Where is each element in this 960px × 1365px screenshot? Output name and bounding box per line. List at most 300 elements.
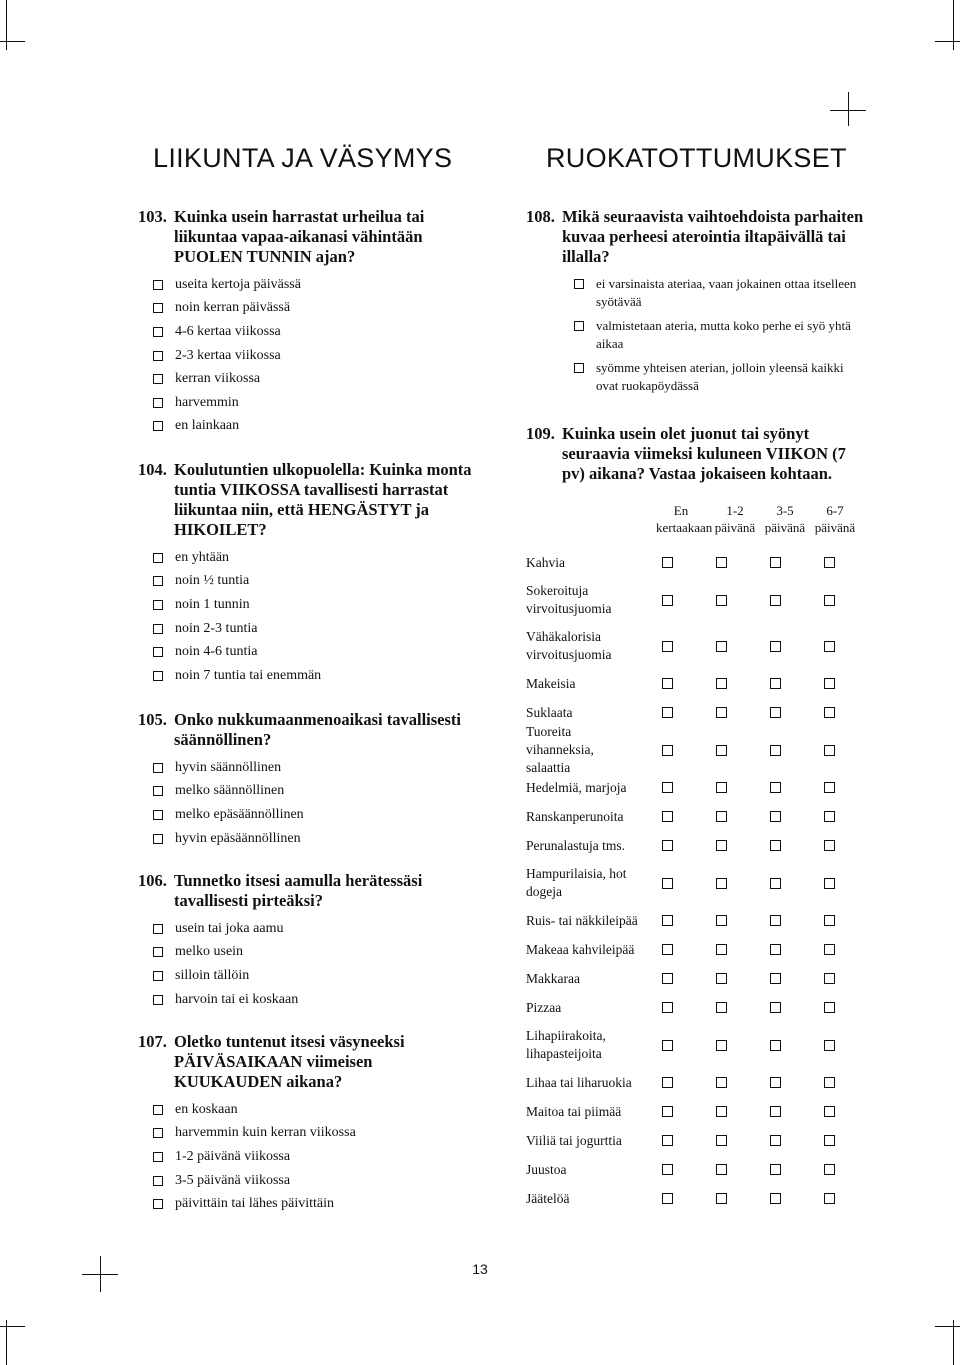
option[interactable]: silloin tällöin	[153, 964, 483, 988]
checkbox-icon[interactable]	[824, 707, 835, 718]
column-header: En kertaakaan	[656, 503, 713, 535]
checkbox-icon[interactable]	[824, 840, 835, 851]
checkbox-icon[interactable]	[770, 1040, 781, 1051]
crop-mark	[0, 1326, 25, 1327]
checkbox-icon[interactable]	[662, 678, 673, 689]
grid-rows	[526, 548, 856, 1213]
grid-cell[interactable]	[640, 878, 694, 889]
question-109	[526, 424, 871, 484]
grid-cell[interactable]	[748, 973, 802, 984]
checkbox-icon[interactable]	[153, 327, 163, 337]
checkbox-icon[interactable]	[153, 947, 163, 957]
checkbox-icon[interactable]	[716, 745, 727, 756]
frequency-grid	[526, 502, 856, 1213]
checkbox-icon[interactable]	[770, 557, 781, 568]
grid-cell[interactable]	[748, 1193, 802, 1204]
grid-cell[interactable]	[694, 944, 748, 955]
question-label: Koulutuntien ulkopuolella: Kuinka monta tuntia VIIKOSSA tavallisesti harrastat liikuntaa niin, että HENGÄSTYT ja HIKOILET?	[174, 460, 472, 539]
table-row	[526, 1097, 856, 1126]
grid-cell[interactable]	[802, 678, 856, 689]
option[interactable]: kerran viikossa	[153, 367, 483, 391]
option[interactable]: hyvin epäsäännöllinen	[153, 827, 483, 851]
checkbox-icon[interactable]	[153, 810, 163, 820]
crop-mark	[935, 1326, 960, 1327]
checkbox-icon[interactable]	[770, 782, 781, 793]
food-item-label: Hedelmiä, marjoja	[526, 779, 627, 795]
grid-cell[interactable]	[694, 745, 748, 756]
grid-cell[interactable]	[802, 1106, 856, 1117]
checkbox-icon[interactable]	[716, 707, 727, 718]
grid-cell[interactable]	[802, 840, 856, 851]
checkbox-icon[interactable]	[662, 745, 673, 756]
table-row	[526, 577, 856, 623]
crop-mark	[6, 0, 7, 50]
checkbox-icon[interactable]	[662, 1164, 673, 1175]
checkbox-icon[interactable]	[662, 1193, 673, 1204]
checkbox-icon[interactable]	[153, 924, 163, 934]
checkbox-icon[interactable]	[574, 363, 584, 373]
checkbox-icon[interactable]	[153, 624, 163, 634]
checkbox-icon[interactable]	[153, 786, 163, 796]
question-107	[138, 1032, 483, 1216]
grid-cell[interactable]	[802, 878, 856, 889]
grid-cell[interactable]	[694, 1135, 748, 1146]
page-number: 13	[472, 1261, 488, 1277]
grid-cell[interactable]	[694, 1040, 748, 1051]
checkbox-icon[interactable]	[716, 641, 727, 652]
checkbox-icon[interactable]	[153, 1105, 163, 1115]
grid-cell[interactable]	[802, 1164, 856, 1175]
food-item-label: Ruis- tai näkkileipää	[526, 912, 638, 928]
grid-cell[interactable]	[640, 595, 694, 606]
grid-cell[interactable]	[802, 811, 856, 822]
grid-cell[interactable]	[802, 1040, 856, 1051]
checkbox-icon[interactable]	[153, 834, 163, 844]
option[interactable]: ei varsinaista ateriaa, vaan jokainen ottaa itselleen syötävää	[574, 275, 871, 311]
question-text	[138, 460, 483, 540]
grid-cell[interactable]	[640, 840, 694, 851]
checkbox-icon[interactable]	[770, 1135, 781, 1146]
grid-cell[interactable]	[640, 1077, 694, 1088]
checkbox-icon[interactable]	[153, 374, 163, 384]
option[interactable]: melko säännöllinen	[153, 780, 483, 804]
option[interactable]: noin kerran päivässä	[153, 297, 483, 321]
grid-cell[interactable]	[694, 678, 748, 689]
checkbox-icon[interactable]	[153, 647, 163, 657]
food-item-label: Vähäkalorisia virvoitusjuomia	[526, 629, 612, 662]
grid-cell[interactable]	[748, 1164, 802, 1175]
food-item-label: Suklaata	[526, 704, 573, 720]
checkbox-icon[interactable]	[770, 840, 781, 851]
checkbox-icon[interactable]	[153, 1128, 163, 1138]
checkbox-icon[interactable]	[716, 1040, 727, 1051]
checkbox-icon[interactable]	[153, 303, 163, 313]
grid-header	[656, 502, 856, 536]
option[interactable]: noin 7 tuntia tai enemmän	[153, 664, 483, 688]
checkbox-icon[interactable]	[662, 707, 673, 718]
grid-cell[interactable]	[802, 973, 856, 984]
question-text	[138, 207, 483, 267]
checkbox-icon[interactable]	[824, 1135, 835, 1146]
checkbox-icon[interactable]	[770, 595, 781, 606]
grid-cell[interactable]	[802, 1002, 856, 1013]
question-text	[138, 1032, 483, 1092]
table-row	[526, 548, 856, 577]
checkbox-icon[interactable]	[662, 1002, 673, 1013]
grid-cell[interactable]	[640, 1164, 694, 1175]
checkbox-icon[interactable]	[153, 971, 163, 981]
question-label: Mikä seuraavista vaihtoehdoista parhaiten kuvaa perheesi aterointia iltapäivällä tai illalla?	[562, 207, 864, 266]
crop-mark	[935, 41, 960, 42]
grid-cell[interactable]	[640, 973, 694, 984]
checkbox-icon[interactable]	[824, 678, 835, 689]
question-text	[138, 710, 483, 750]
checkbox-icon[interactable]	[716, 1002, 727, 1013]
checkbox-icon[interactable]	[824, 641, 835, 652]
checkbox-icon[interactable]	[716, 595, 727, 606]
option[interactable]: 2-3 kertaa viikossa	[153, 344, 483, 368]
table-row	[526, 906, 856, 935]
question-text	[138, 871, 483, 911]
option[interactable]: melko epäsäännöllinen	[153, 803, 483, 827]
question-number: 108.	[526, 207, 555, 226]
food-item-label: Lihapiirakoita, lihapasteijoita	[526, 1028, 606, 1061]
food-item-label: Hampurilaisia, hot dogeja	[526, 866, 627, 899]
grid-cell[interactable]	[748, 641, 802, 652]
table-row	[526, 773, 856, 802]
grid-cell[interactable]	[802, 1193, 856, 1204]
checkbox-icon[interactable]	[770, 1077, 781, 1088]
checkbox-icon[interactable]	[153, 1176, 163, 1186]
question-104	[138, 460, 483, 688]
food-item-label: Viiliä tai jogurttia	[526, 1132, 622, 1148]
option[interactable]: en koskaan	[153, 1098, 483, 1122]
checkbox-icon[interactable]	[770, 678, 781, 689]
checkbox-icon[interactable]	[824, 944, 835, 955]
option[interactable]: noin 2-3 tuntia	[153, 617, 483, 641]
question-text	[526, 424, 871, 484]
grid-cell[interactable]	[640, 944, 694, 955]
checkbox-icon[interactable]	[824, 1077, 835, 1088]
checkbox-icon[interactable]	[153, 600, 163, 610]
table-row	[526, 669, 856, 698]
checkbox-icon[interactable]	[716, 1106, 727, 1117]
table-row	[526, 1155, 856, 1184]
question-label: Oletko tuntenut itsesi väsyneeksi PÄIVÄSAIKAAN viimeisen KUUKAUDEN aikana?	[174, 1032, 405, 1091]
grid-cell[interactable]	[802, 557, 856, 568]
checkbox-icon[interactable]	[662, 973, 673, 984]
question-number: 109.	[526, 424, 555, 443]
grid-cell[interactable]	[694, 707, 748, 718]
checkbox-icon[interactable]	[716, 915, 727, 926]
table-row	[526, 964, 856, 993]
checkbox-icon[interactable]	[824, 973, 835, 984]
checkbox-icon[interactable]	[716, 678, 727, 689]
grid-cell[interactable]	[748, 915, 802, 926]
checkbox-icon[interactable]	[153, 671, 163, 681]
food-item-label: Jäätelöä	[526, 1190, 570, 1206]
checkbox-icon[interactable]	[662, 811, 673, 822]
question-105	[138, 710, 483, 850]
checkbox-icon[interactable]	[770, 745, 781, 756]
option[interactable]: usein tai joka aamu	[153, 917, 483, 941]
checkbox-icon[interactable]	[662, 1040, 673, 1051]
grid-cell[interactable]	[802, 595, 856, 606]
question-label: Kuinka usein olet juonut tai syönyt seuraavia viimeksi kuluneen VIIKON (7 pv) aikana? Vastaa jokaiseen kohtaan.	[562, 424, 846, 483]
checkbox-icon[interactable]	[770, 1106, 781, 1117]
option[interactable]: päivittäin tai lähes päivittäin	[153, 1192, 483, 1216]
option[interactable]: harvemmin	[153, 391, 483, 415]
option[interactable]: 3-5 päivänä viikossa	[153, 1169, 483, 1193]
food-item-label: Maitoa tai piimää	[526, 1103, 622, 1119]
option[interactable]: hyvin säännöllinen	[153, 756, 483, 780]
checkbox-icon[interactable]	[824, 915, 835, 926]
table-row	[526, 724, 856, 775]
food-item-label: Lihaa tai liharuokia	[526, 1074, 632, 1090]
grid-cell[interactable]	[802, 707, 856, 718]
checkbox-icon[interactable]	[153, 763, 163, 773]
option[interactable]: valmistetaan ateria, mutta koko perhe ei syö yhtä aikaa	[574, 317, 871, 353]
question-number: 104.	[138, 460, 167, 479]
grid-cell[interactable]	[640, 641, 694, 652]
crop-mark	[953, 0, 954, 50]
grid-cell[interactable]	[748, 707, 802, 718]
option[interactable]: melko usein	[153, 941, 483, 965]
grid-cell[interactable]	[640, 1193, 694, 1204]
checkbox-icon[interactable]	[716, 811, 727, 822]
grid-cell[interactable]	[694, 915, 748, 926]
checkbox-icon[interactable]	[153, 398, 163, 408]
question-108	[526, 207, 871, 401]
food-item-label: Pizzaa	[526, 999, 562, 1015]
question-label: Kuinka usein harrastat urheilua tai liikuntaa vapaa-aikanasi vähintään PUOLEN TUNNIN ajan?	[174, 207, 425, 266]
option[interactable]: en lainkaan	[153, 415, 483, 439]
option[interactable]: 4-6 kertaa viikossa	[153, 320, 483, 344]
crop-mark	[0, 41, 25, 42]
option[interactable]: en yhtään	[153, 546, 483, 570]
grid-cell[interactable]	[640, 707, 694, 718]
checkbox-icon[interactable]	[824, 745, 835, 756]
grid-cell[interactable]	[694, 1164, 748, 1175]
food-item-label: Makeaa kahvileipää	[526, 941, 635, 957]
grid-cell[interactable]	[694, 782, 748, 793]
checkbox-icon[interactable]	[770, 811, 781, 822]
option[interactable]: useita kertoja päivässä	[153, 273, 483, 297]
food-item-label: Tuoreita vihanneksia, salaattia	[526, 724, 594, 775]
checkbox-icon[interactable]	[824, 1106, 835, 1117]
checkbox-icon[interactable]	[716, 1077, 727, 1088]
grid-cell[interactable]	[748, 1106, 802, 1117]
checkbox-icon[interactable]	[824, 595, 835, 606]
grid-cell[interactable]	[694, 595, 748, 606]
checkbox-icon[interactable]	[824, 1193, 835, 1204]
grid-cell[interactable]	[748, 1040, 802, 1051]
option[interactable]: harvoin tai ei koskaan	[153, 988, 483, 1012]
food-item-label: Perunalastuja tms.	[526, 837, 625, 853]
grid-cell[interactable]	[748, 811, 802, 822]
grid-cell[interactable]	[640, 745, 694, 756]
checkbox-icon[interactable]	[824, 557, 835, 568]
option[interactable]: noin ½ tuntia	[153, 570, 483, 594]
food-item-label: Kahvia	[526, 554, 565, 570]
checkbox-icon[interactable]	[662, 1106, 673, 1117]
checkbox-icon[interactable]	[662, 557, 673, 568]
grid-cell[interactable]	[640, 678, 694, 689]
checkbox-icon[interactable]	[716, 840, 727, 851]
grid-cell[interactable]	[748, 944, 802, 955]
grid-cell[interactable]	[748, 678, 802, 689]
table-row	[526, 1184, 856, 1213]
option[interactable]: 1-2 päivänä viikossa	[153, 1145, 483, 1169]
grid-cell[interactable]	[748, 595, 802, 606]
grid-cell[interactable]	[640, 782, 694, 793]
checkbox-icon[interactable]	[716, 878, 727, 889]
option[interactable]: harvemmin kuin kerran viikossa	[153, 1122, 483, 1146]
table-row	[526, 935, 856, 964]
grid-cell[interactable]	[748, 1077, 802, 1088]
grid-cell[interactable]	[640, 1002, 694, 1013]
grid-cell[interactable]	[640, 557, 694, 568]
grid-cell[interactable]	[748, 1135, 802, 1146]
column-header: 1-2 päivänä	[714, 503, 756, 535]
checkbox-icon[interactable]	[716, 557, 727, 568]
grid-cell[interactable]	[694, 1077, 748, 1088]
checkbox-icon[interactable]	[716, 973, 727, 984]
food-item-label: Makeisia	[526, 675, 576, 691]
grid-cell[interactable]	[640, 811, 694, 822]
checkbox-icon[interactable]	[662, 595, 673, 606]
food-item-label: Ranskanperunoita	[526, 808, 624, 824]
checkbox-icon[interactable]	[662, 840, 673, 851]
grid-cell[interactable]	[694, 1106, 748, 1117]
checkbox-icon[interactable]	[770, 973, 781, 984]
grid-cell[interactable]	[748, 878, 802, 889]
checkbox-icon[interactable]	[153, 995, 163, 1005]
grid-cell[interactable]	[694, 811, 748, 822]
checkbox-icon[interactable]	[574, 279, 584, 289]
grid-cell[interactable]	[748, 745, 802, 756]
grid-cell[interactable]	[802, 641, 856, 652]
question-label: Tunnetko itsesi aamulla herätessäsi tavallisesti pirteäksi?	[174, 871, 423, 910]
checkbox-icon[interactable]	[824, 811, 835, 822]
table-row	[526, 993, 856, 1022]
food-item-label: Sokeroituja virvoitusjuomia	[526, 583, 612, 616]
checkbox-icon[interactable]	[770, 1193, 781, 1204]
table-row	[526, 802, 856, 831]
checkbox-icon[interactable]	[824, 1040, 835, 1051]
checkbox-icon[interactable]	[662, 915, 673, 926]
column-header: 6-7 päivänä	[814, 503, 856, 535]
table-row	[526, 1022, 856, 1068]
checkbox-icon[interactable]	[153, 576, 163, 586]
section-heading-left: LIIKUNTA JA VÄSYMYS	[153, 143, 453, 173]
grid-cell[interactable]	[694, 1002, 748, 1013]
food-item-label: Juustoa	[526, 1161, 567, 1177]
checkbox-icon[interactable]	[824, 878, 835, 889]
grid-cell[interactable]	[640, 1106, 694, 1117]
checkbox-icon[interactable]	[574, 321, 584, 331]
checkbox-icon[interactable]	[770, 707, 781, 718]
checkbox-icon[interactable]	[153, 280, 163, 290]
question-text	[526, 207, 871, 267]
checkbox-icon[interactable]	[662, 944, 673, 955]
checkbox-icon[interactable]	[770, 641, 781, 652]
grid-cell[interactable]	[640, 1135, 694, 1146]
grid-cell[interactable]	[748, 1002, 802, 1013]
checkbox-icon[interactable]	[662, 782, 673, 793]
checkbox-icon[interactable]	[716, 782, 727, 793]
checkbox-icon[interactable]	[716, 1193, 727, 1204]
grid-cell[interactable]	[694, 1193, 748, 1204]
grid-cell[interactable]	[802, 745, 856, 756]
crop-mark	[848, 92, 849, 126]
checkbox-icon[interactable]	[153, 553, 163, 563]
grid-cell[interactable]	[640, 1040, 694, 1051]
grid-cell[interactable]	[694, 840, 748, 851]
option[interactable]: noin 1 tunnin	[153, 593, 483, 617]
checkbox-icon[interactable]	[770, 1002, 781, 1013]
checkbox-icon[interactable]	[662, 878, 673, 889]
table-row	[526, 1068, 856, 1097]
crop-mark	[830, 110, 866, 111]
grid-cell[interactable]	[802, 782, 856, 793]
grid-cell[interactable]	[640, 915, 694, 926]
checkbox-icon[interactable]	[716, 1164, 727, 1175]
checkbox-icon[interactable]	[662, 641, 673, 652]
checkbox-icon[interactable]	[824, 1164, 835, 1175]
option[interactable]: syömme yhteisen aterian, jolloin yleensä kaikki ovat ruokapöydässä	[574, 359, 871, 395]
grid-cell[interactable]	[748, 840, 802, 851]
grid-cell[interactable]	[802, 1077, 856, 1088]
checkbox-icon[interactable]	[824, 782, 835, 793]
checkbox-icon[interactable]	[153, 1152, 163, 1162]
question-label: Onko nukkumaanmenoaikasi tavallisesti säännöllinen?	[174, 710, 461, 749]
question-106	[138, 871, 483, 1011]
food-item-label: Makkaraa	[526, 970, 580, 986]
question-number: 107.	[138, 1032, 167, 1051]
checkbox-icon[interactable]	[153, 351, 163, 361]
checkbox-icon[interactable]	[824, 1002, 835, 1013]
grid-cell[interactable]	[694, 557, 748, 568]
grid-cell[interactable]	[694, 641, 748, 652]
grid-cell[interactable]	[748, 782, 802, 793]
grid-cell[interactable]	[694, 973, 748, 984]
checkbox-icon[interactable]	[716, 1135, 727, 1146]
grid-cell[interactable]	[802, 915, 856, 926]
grid-cell[interactable]	[802, 1135, 856, 1146]
table-row	[526, 1126, 856, 1155]
checkbox-icon[interactable]	[770, 878, 781, 889]
question-103	[138, 207, 483, 438]
checkbox-icon[interactable]	[153, 1199, 163, 1209]
grid-cell[interactable]	[802, 944, 856, 955]
checkbox-icon[interactable]	[770, 915, 781, 926]
option[interactable]: noin 4-6 tuntia	[153, 640, 483, 664]
checkbox-icon[interactable]	[716, 944, 727, 955]
table-row	[526, 623, 856, 669]
checkbox-icon[interactable]	[662, 1135, 673, 1146]
question-number: 105.	[138, 710, 167, 729]
question-number: 106.	[138, 871, 167, 890]
table-row	[526, 860, 856, 906]
checkbox-icon[interactable]	[770, 944, 781, 955]
grid-cell[interactable]	[748, 557, 802, 568]
table-row	[526, 831, 856, 860]
checkbox-icon[interactable]	[770, 1164, 781, 1175]
grid-cell[interactable]	[694, 878, 748, 889]
checkbox-icon[interactable]	[662, 1077, 673, 1088]
checkbox-icon[interactable]	[153, 421, 163, 431]
